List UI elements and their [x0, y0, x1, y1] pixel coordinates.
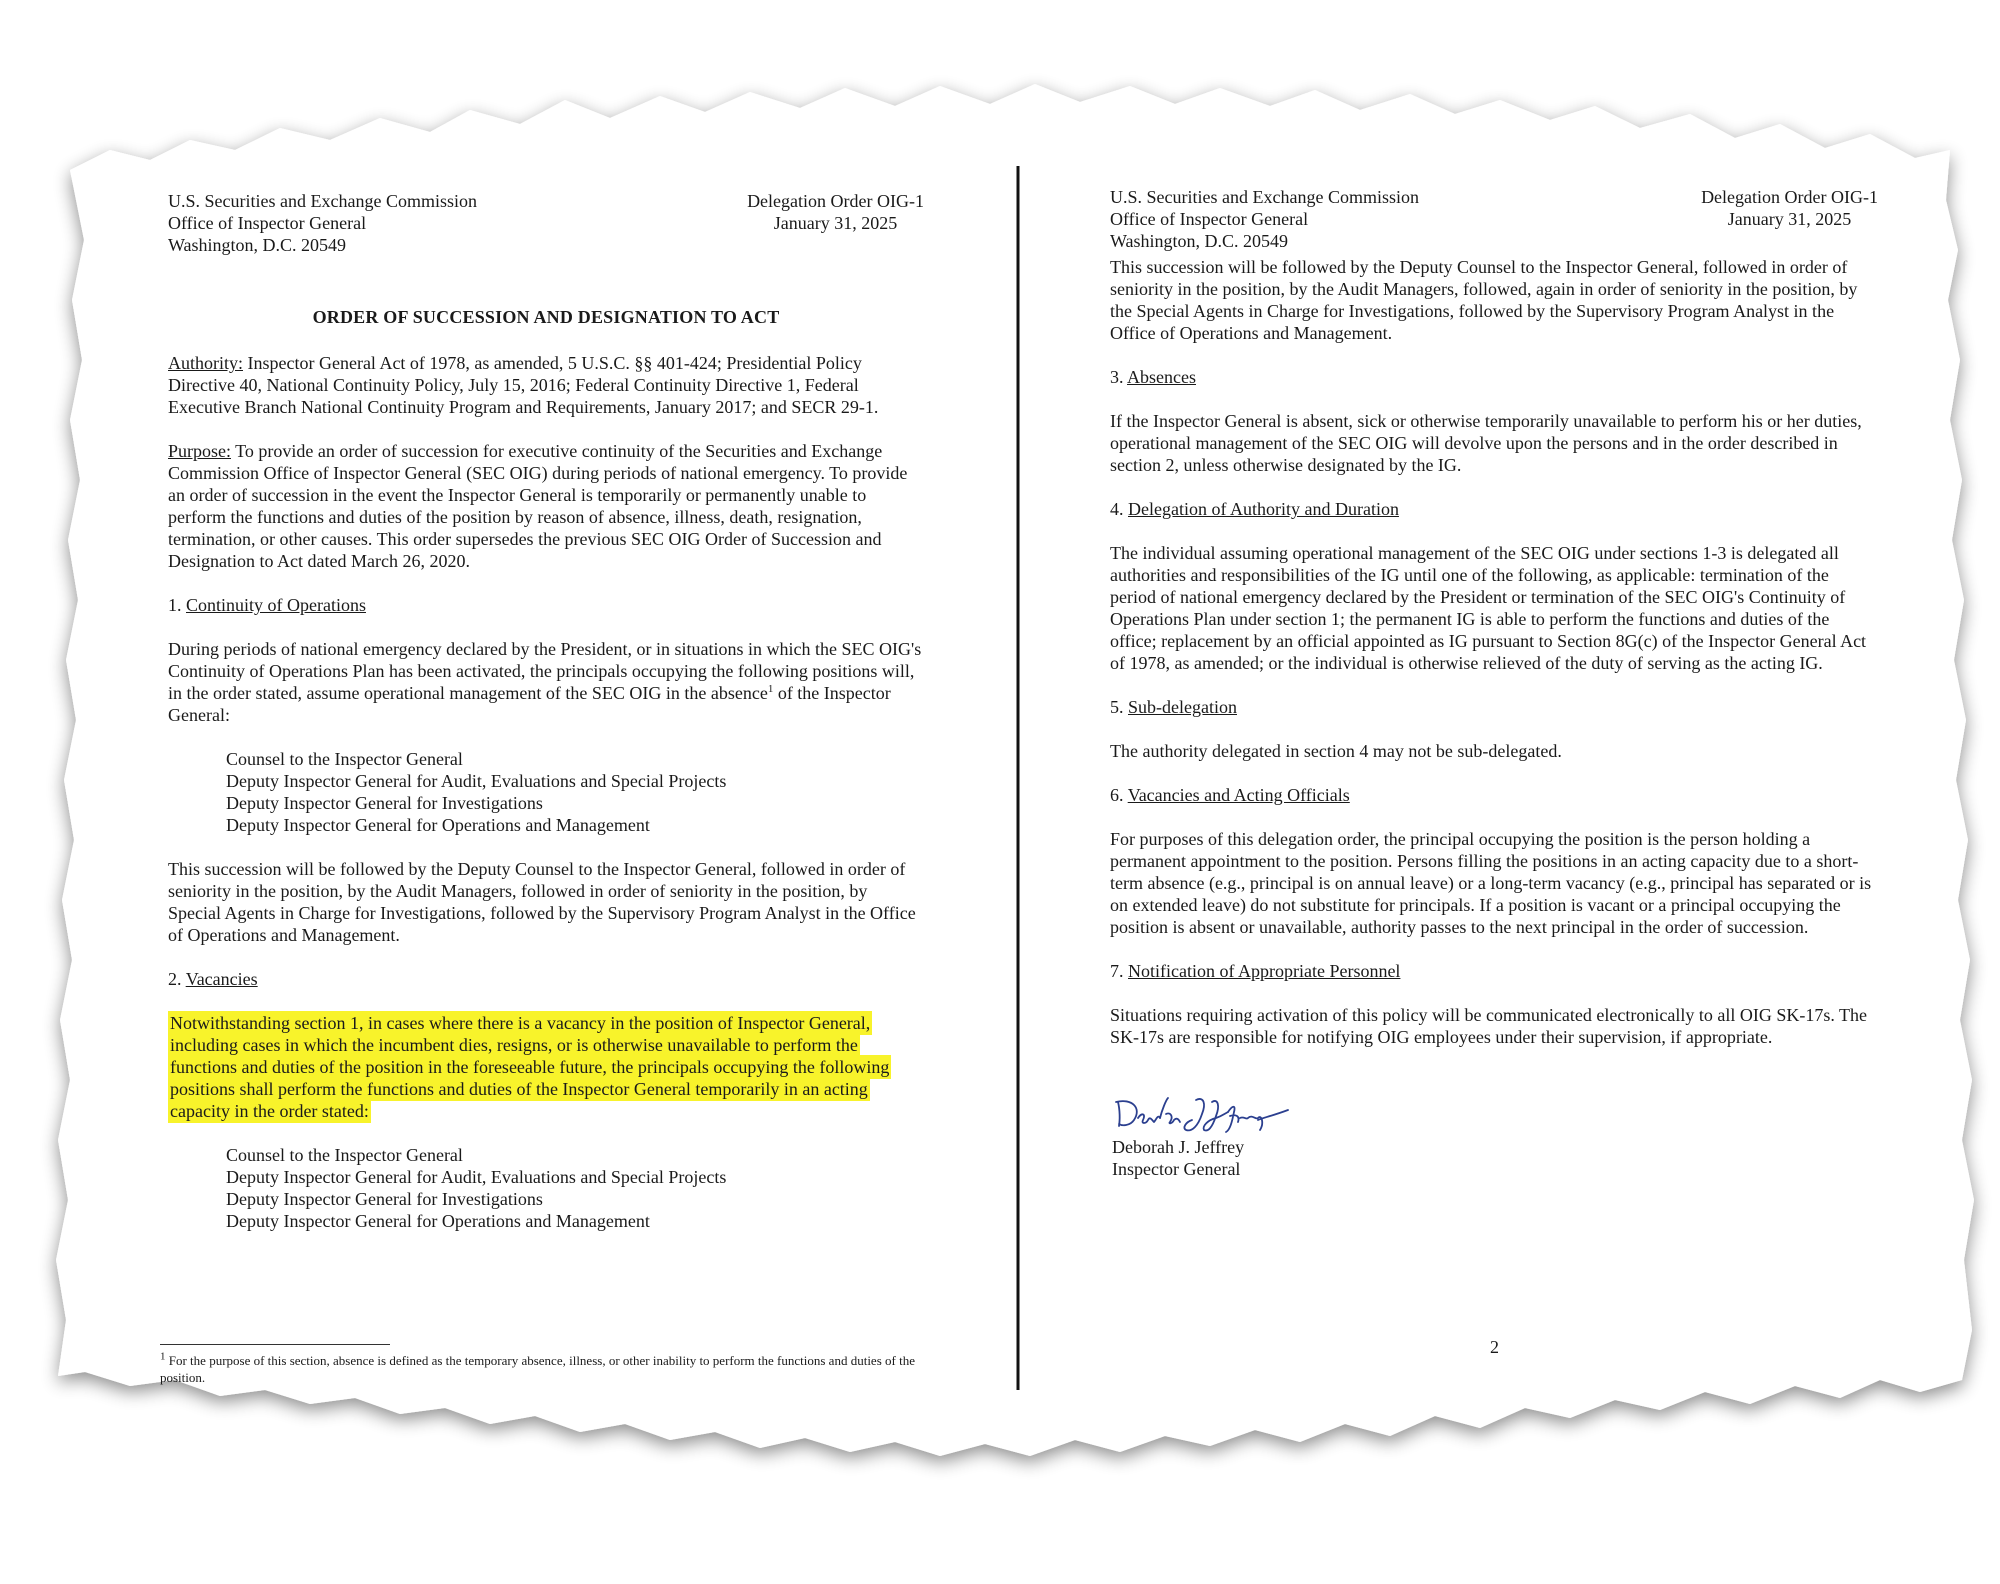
section-6-title: Vacancies and Acting Officials [1127, 785, 1350, 805]
right-header-date: January 31, 2025 [1727, 209, 1852, 229]
left-header-order: Delegation Order OIG-1 [747, 191, 924, 211]
section-5-title: Sub-delegation [1128, 697, 1237, 717]
right-header-org: U.S. Securities and Exchange Commission [1110, 187, 1419, 207]
section-2-title: Vacancies [185, 969, 258, 989]
page-number: 2 [1490, 1337, 1499, 1357]
handwritten-signature [1112, 1090, 1878, 1136]
section-7-title: Notification of Appropriate Personnel [1128, 961, 1401, 981]
section-1-text: During periods of national emergency declared by the President, or in situations in which the SEC OIG's Continuity of Operations Plan has been activated, the principals occupying the following positions will, in the order stated, assume operational management of the SEC OIG in the absence$^1$ of the Inspector General: [168, 639, 922, 725]
purpose-text: To provide an order of succession for executive continuity of the Securities and Exchange Commission Office of Inspector General (SEC OIG) during periods of national emergency. To provide an order of succession in the event the Inspector General is temporarily or permanently unable to perform the functions and duties of the position by reason of absence, illness, death, resignation, termination, or other causes. This order supersedes the previous SEC OIG Order of Succession and Designation to Act dated March 26, 2020. [168, 441, 908, 571]
section-4-heading: 4. Delegation of Authority and Duration [1110, 499, 1399, 519]
list-item: Deputy Inspector General for Investigations [226, 793, 543, 813]
section-6-text: For purposes of this delegation order, the principal occupying the position is the person holding a permanent appointment to the position. Persons filling the positions in an acting capacity due to a short-term absence (e.g., principal is on annual leave) or a long-term vacancy (e.g., principal has separated or is on extended leave) do not substitute for principals. If a position is vacant or a principal occupying the position is absent or unavailable, authority passes to the next principal in the order of succession. [1110, 829, 1872, 937]
purpose-paragraph [168, 440, 924, 572]
list-item: Deputy Inspector General for Investigations [226, 1189, 543, 1209]
left-header-address: Washington, D.C. 20549 [168, 235, 347, 255]
section-3-heading: 3. Absences [1110, 367, 1196, 387]
highlight: Notwithstanding section 1, in cases where there is a vacancy in the position of Inspector General, including cases in which the incumbent dies, resigns, or is otherwise unavailable to perform the functions and duties of the position in the foreseeable future, the principals occupying the following positions shall perform the functions and duties of the Inspector General temporarily in an acting capacity in the order stated: [170, 1013, 890, 1121]
section-2-heading: 2. Vacancies [168, 969, 258, 989]
authority-paragraph [168, 352, 924, 418]
right-header-office: Office of Inspector General [1110, 209, 1309, 229]
list-item: Deputy Inspector General for Audit, Evaluations and Special Projects [226, 1167, 727, 1187]
section-3-title: Absences [1127, 367, 1196, 387]
left-header [168, 190, 924, 256]
signatory-title: Inspector General [1112, 1159, 1241, 1179]
footnote-ref: 1 [767, 683, 774, 695]
right-header [1110, 186, 1878, 252]
section-1-title: Continuity of Operations [186, 595, 366, 615]
section-4-title: Delegation of Authority and Duration [1128, 499, 1399, 519]
footnote: $^1$ For the purpose of this section, absence is defined as the temporary absence, illness, or other inability to perform the functions and duties of the position. [160, 1350, 915, 1385]
succession-paragraph: This succession will be followed by the Deputy Counsel to the Inspector General, followed in order of seniority in the position, by the Audit Managers, followed in order of seniority in the position, by Special Agents in Charge for Investigations, followed by the Supervisory Program Analyst in the Office of Operations and Management. [168, 859, 916, 945]
footnote-divider [160, 1344, 390, 1345]
section-7-text: Situations requiring activation of this policy will be communicated electronically to all OIG SK-17s. The SK-17s are responsible for notifying OIG employees under their supervision, if appropriate. [1110, 1005, 1868, 1047]
section-3-text: If the Inspector General is absent, sick or otherwise temporarily unavailable to perform his or her duties, operational management of the SEC OIG will devolve upon the persons and in the order described in section 2, unless otherwise designated by the IG. [1110, 411, 1862, 475]
authority-text: Inspector General Act of 1978, as amended, 5 U.S.C. §§ 401-424; Presidential Policy Directive 40, National Continuity Policy, July 15, 2016; Federal Continuity Directive 1, Federal Executive Branch National Continuity Program and Requirements, January 2017; and SECR 29-1. [168, 353, 879, 417]
right-succession-paragraph: This succession will be followed by the Deputy Counsel to the Inspector General, followed in order of seniority in the position, by the Audit Managers, followed, again in order of seniority in the position, by the Special Agents in Charge for Investigations, followed by the Supervisory Program Analyst in the Office of Operations and Management. [1110, 257, 1858, 343]
list-item: Deputy Inspector General for Operations and Management [226, 815, 650, 835]
right-header-address: Washington, D.C. 20549 [1110, 231, 1289, 251]
section-5-heading: 5. Sub-delegation [1110, 697, 1237, 717]
section-4-text: The individual assuming operational management of the SEC OIG under sections 1-3 is delegated all authorities and responsibilities of the IG until one of the following, as applicable: termination of the period of national emergency declared by the President or termination of the SEC OIG's Continuity of Operations Plan under section 1; the permanent IG is able to perform the functions and duties of the office; replacement by an official appointed as IG pursuant to Section 8G(c) of the Inspector General Act of 1978, as amended; or the individual is otherwise relieved of the duty of serving as the acting IG. [1110, 543, 1867, 673]
positions-list-2 [226, 1144, 924, 1232]
section-6-heading: 6. Vacancies and Acting Officials [1110, 785, 1350, 805]
document-title: ORDER OF SUCCESSION AND DESIGNATION TO ACT [312, 307, 780, 327]
list-item: Deputy Inspector General for Operations and Management [226, 1211, 650, 1231]
purpose-label: Purpose: [168, 441, 231, 461]
left-header-office: Office of Inspector General [168, 213, 367, 233]
signature-icon [1112, 1090, 1302, 1136]
left-header-org: U.S. Securities and Exchange Commission [168, 191, 477, 211]
left-header-date: January 31, 2025 [773, 213, 898, 233]
signatory-name: Deborah J. Jeffrey [1112, 1137, 1245, 1157]
authority-label: Authority: [168, 353, 243, 373]
right-page [1110, 186, 1878, 1357]
section-1-heading: 1. Continuity of Operations [168, 595, 366, 615]
list-item: Counsel to the Inspector General [226, 1145, 463, 1165]
section-5-text: The authority delegated in section 4 may not be sub-delegated. [1110, 741, 1562, 761]
section-7-heading: 7. Notification of Appropriate Personnel [1110, 961, 1401, 981]
left-page [160, 190, 924, 1385]
list-item: Deputy Inspector General for Audit, Evaluations and Special Projects [226, 771, 727, 791]
section-2-highlighted-text [168, 1012, 924, 1122]
positions-list-1 [226, 748, 924, 836]
right-header-order: Delegation Order OIG-1 [1701, 187, 1878, 207]
list-item: Counsel to the Inspector General [226, 749, 463, 769]
